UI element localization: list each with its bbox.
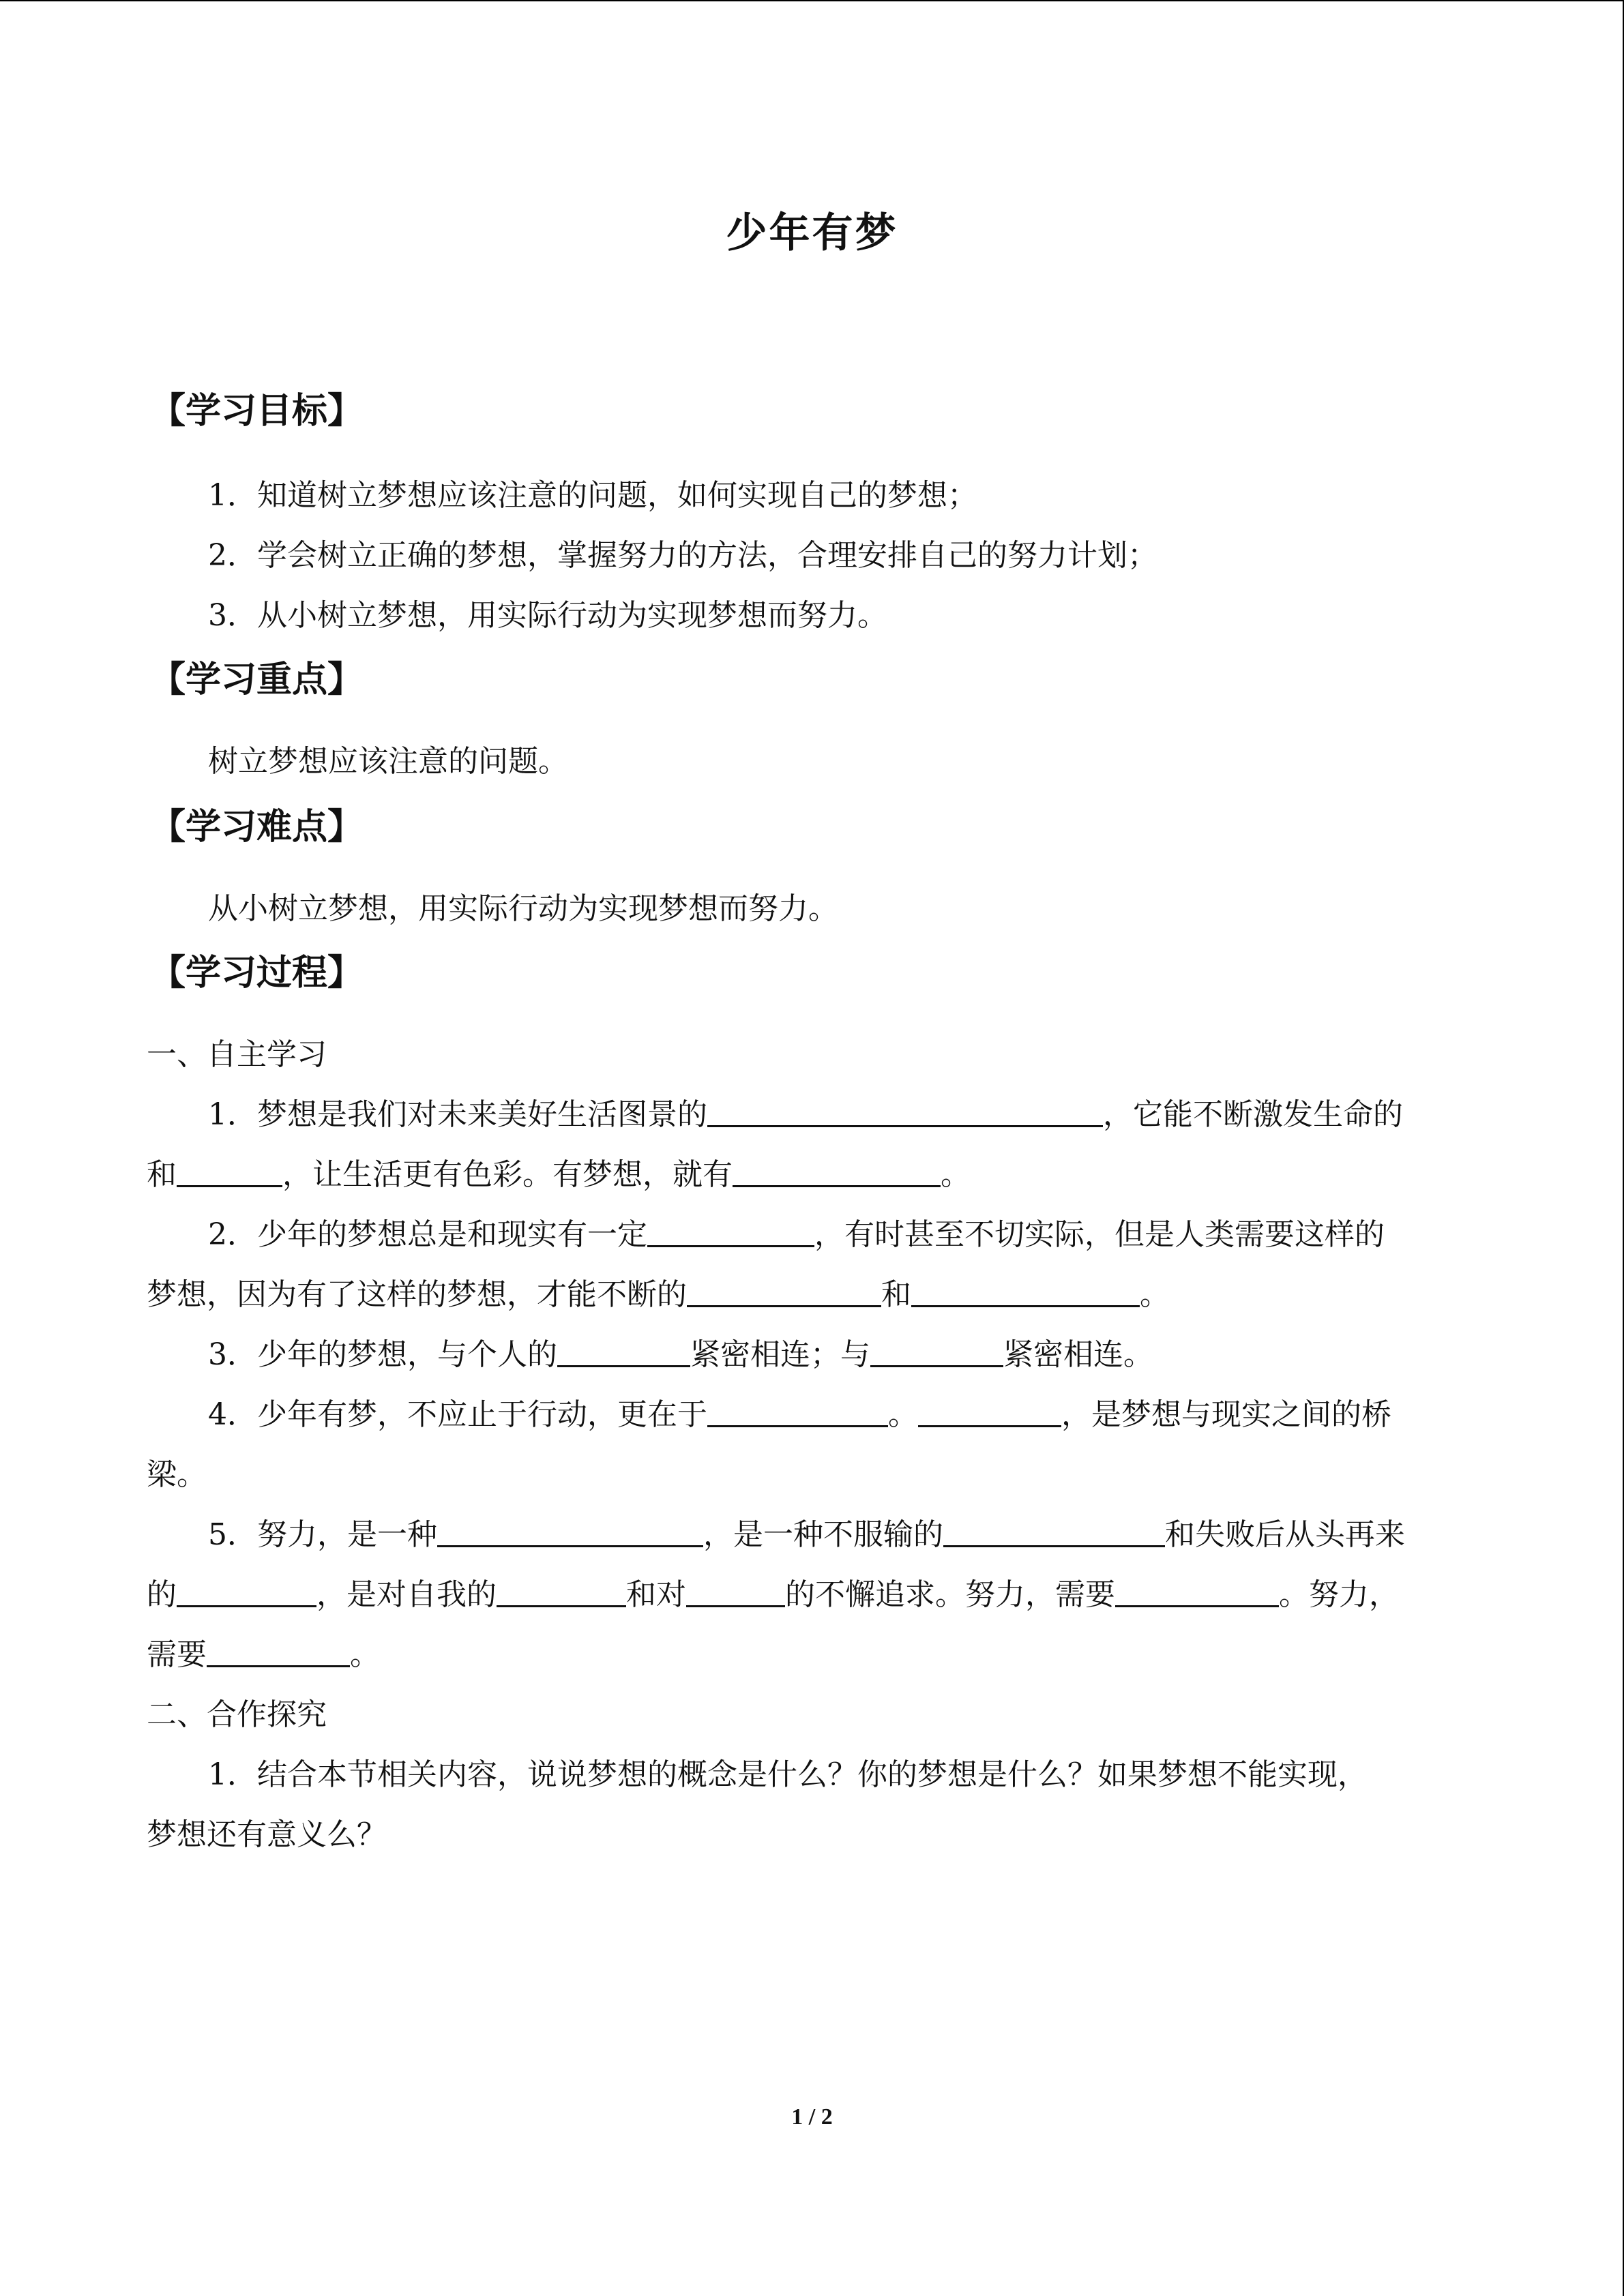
question-1-line-2: 和 ，让生活更有色彩。有梦想，就有 。 bbox=[147, 1154, 971, 1195]
fill-blank[interactable] bbox=[870, 1335, 1003, 1367]
goal-item: 1．知道树立梦想应该注意的问题，如何实现自己的梦想； bbox=[208, 478, 977, 513]
self-study-heading: 一、自主学习 bbox=[147, 1037, 327, 1072]
section-heading-difficult: 【学习难点】 bbox=[150, 807, 364, 848]
question-5-line-1: 5．努力，是一种 ，是一种不服输的 和失败后从头再来 bbox=[208, 1515, 1405, 1555]
cooperation-question-1-line-1: 1．结合本节相关内容，说说梦想的概念是什么？你的梦想是什么？如果梦想不能实现， bbox=[208, 1757, 1368, 1792]
section-heading-goals: 【学习目标】 bbox=[150, 391, 364, 432]
fill-blank[interactable] bbox=[943, 1515, 1165, 1547]
cooperation-question-1-line-2: 梦想还有意义么？ bbox=[147, 1817, 387, 1852]
question-4-line-2: 梁。 bbox=[147, 1457, 207, 1492]
section-heading-process: 【学习过程】 bbox=[150, 953, 364, 994]
fill-blank[interactable] bbox=[686, 1575, 785, 1607]
question-2-line-1: 2．少年的梦想总是和现实有一定 ，有时甚至不切实际，但是人类需要这样的 bbox=[208, 1214, 1385, 1255]
goal-item: 2．学会树立正确的梦想，掌握努力的方法，合理安排自己的努力计划； bbox=[208, 538, 1157, 573]
fill-blank[interactable] bbox=[707, 1395, 888, 1427]
fill-blank[interactable] bbox=[707, 1095, 1103, 1127]
fill-blank[interactable] bbox=[437, 1515, 703, 1547]
question-5-line-2: 的 ，是对自我的 和对 的不懈追求。努力，需要 。努力， bbox=[147, 1575, 1399, 1615]
fill-blank[interactable] bbox=[497, 1575, 626, 1607]
fill-blank[interactable] bbox=[207, 1635, 350, 1667]
question-3: 3．少年的梦想，与个人的 紧密相连；与 紧密相连。 bbox=[208, 1335, 1153, 1375]
section-heading-key: 【学习重点】 bbox=[150, 659, 364, 700]
fill-blank[interactable] bbox=[918, 1395, 1061, 1427]
question-4-line-1: 4．少年有梦，不应止于行动，更在于 。 ，是梦想与现实之间的桥 bbox=[208, 1395, 1391, 1435]
fill-blank[interactable] bbox=[1115, 1575, 1279, 1607]
goal-item: 3．从小树立梦想，用实际行动为实现梦想而努力。 bbox=[208, 598, 887, 633]
question-5-line-3: 需要 。 bbox=[147, 1635, 380, 1675]
question-2-line-2: 梦想，因为有了这样的梦想，才能不断的 和 。 bbox=[147, 1274, 1170, 1315]
fill-blank[interactable] bbox=[177, 1575, 316, 1607]
page-number: 1 / 2 bbox=[791, 2104, 833, 2130]
page-title: 少年有梦 bbox=[726, 209, 898, 257]
fill-blank[interactable] bbox=[733, 1155, 941, 1187]
key-point-text: 树立梦想应该注意的问题。 bbox=[208, 744, 568, 779]
fill-blank[interactable] bbox=[177, 1155, 282, 1187]
question-1-line-1: 1．梦想是我们对未来美好生活图景的 ，它能不断激发生命的 bbox=[208, 1094, 1403, 1135]
fill-blank[interactable] bbox=[557, 1335, 690, 1367]
fill-blank[interactable] bbox=[647, 1215, 814, 1247]
fill-blank[interactable] bbox=[687, 1275, 881, 1307]
difficult-point-text: 从小树立梦想，用实际行动为实现梦想而努力。 bbox=[208, 891, 838, 926]
cooperation-heading: 二、合作探究 bbox=[147, 1697, 327, 1732]
fill-blank[interactable] bbox=[911, 1275, 1140, 1307]
